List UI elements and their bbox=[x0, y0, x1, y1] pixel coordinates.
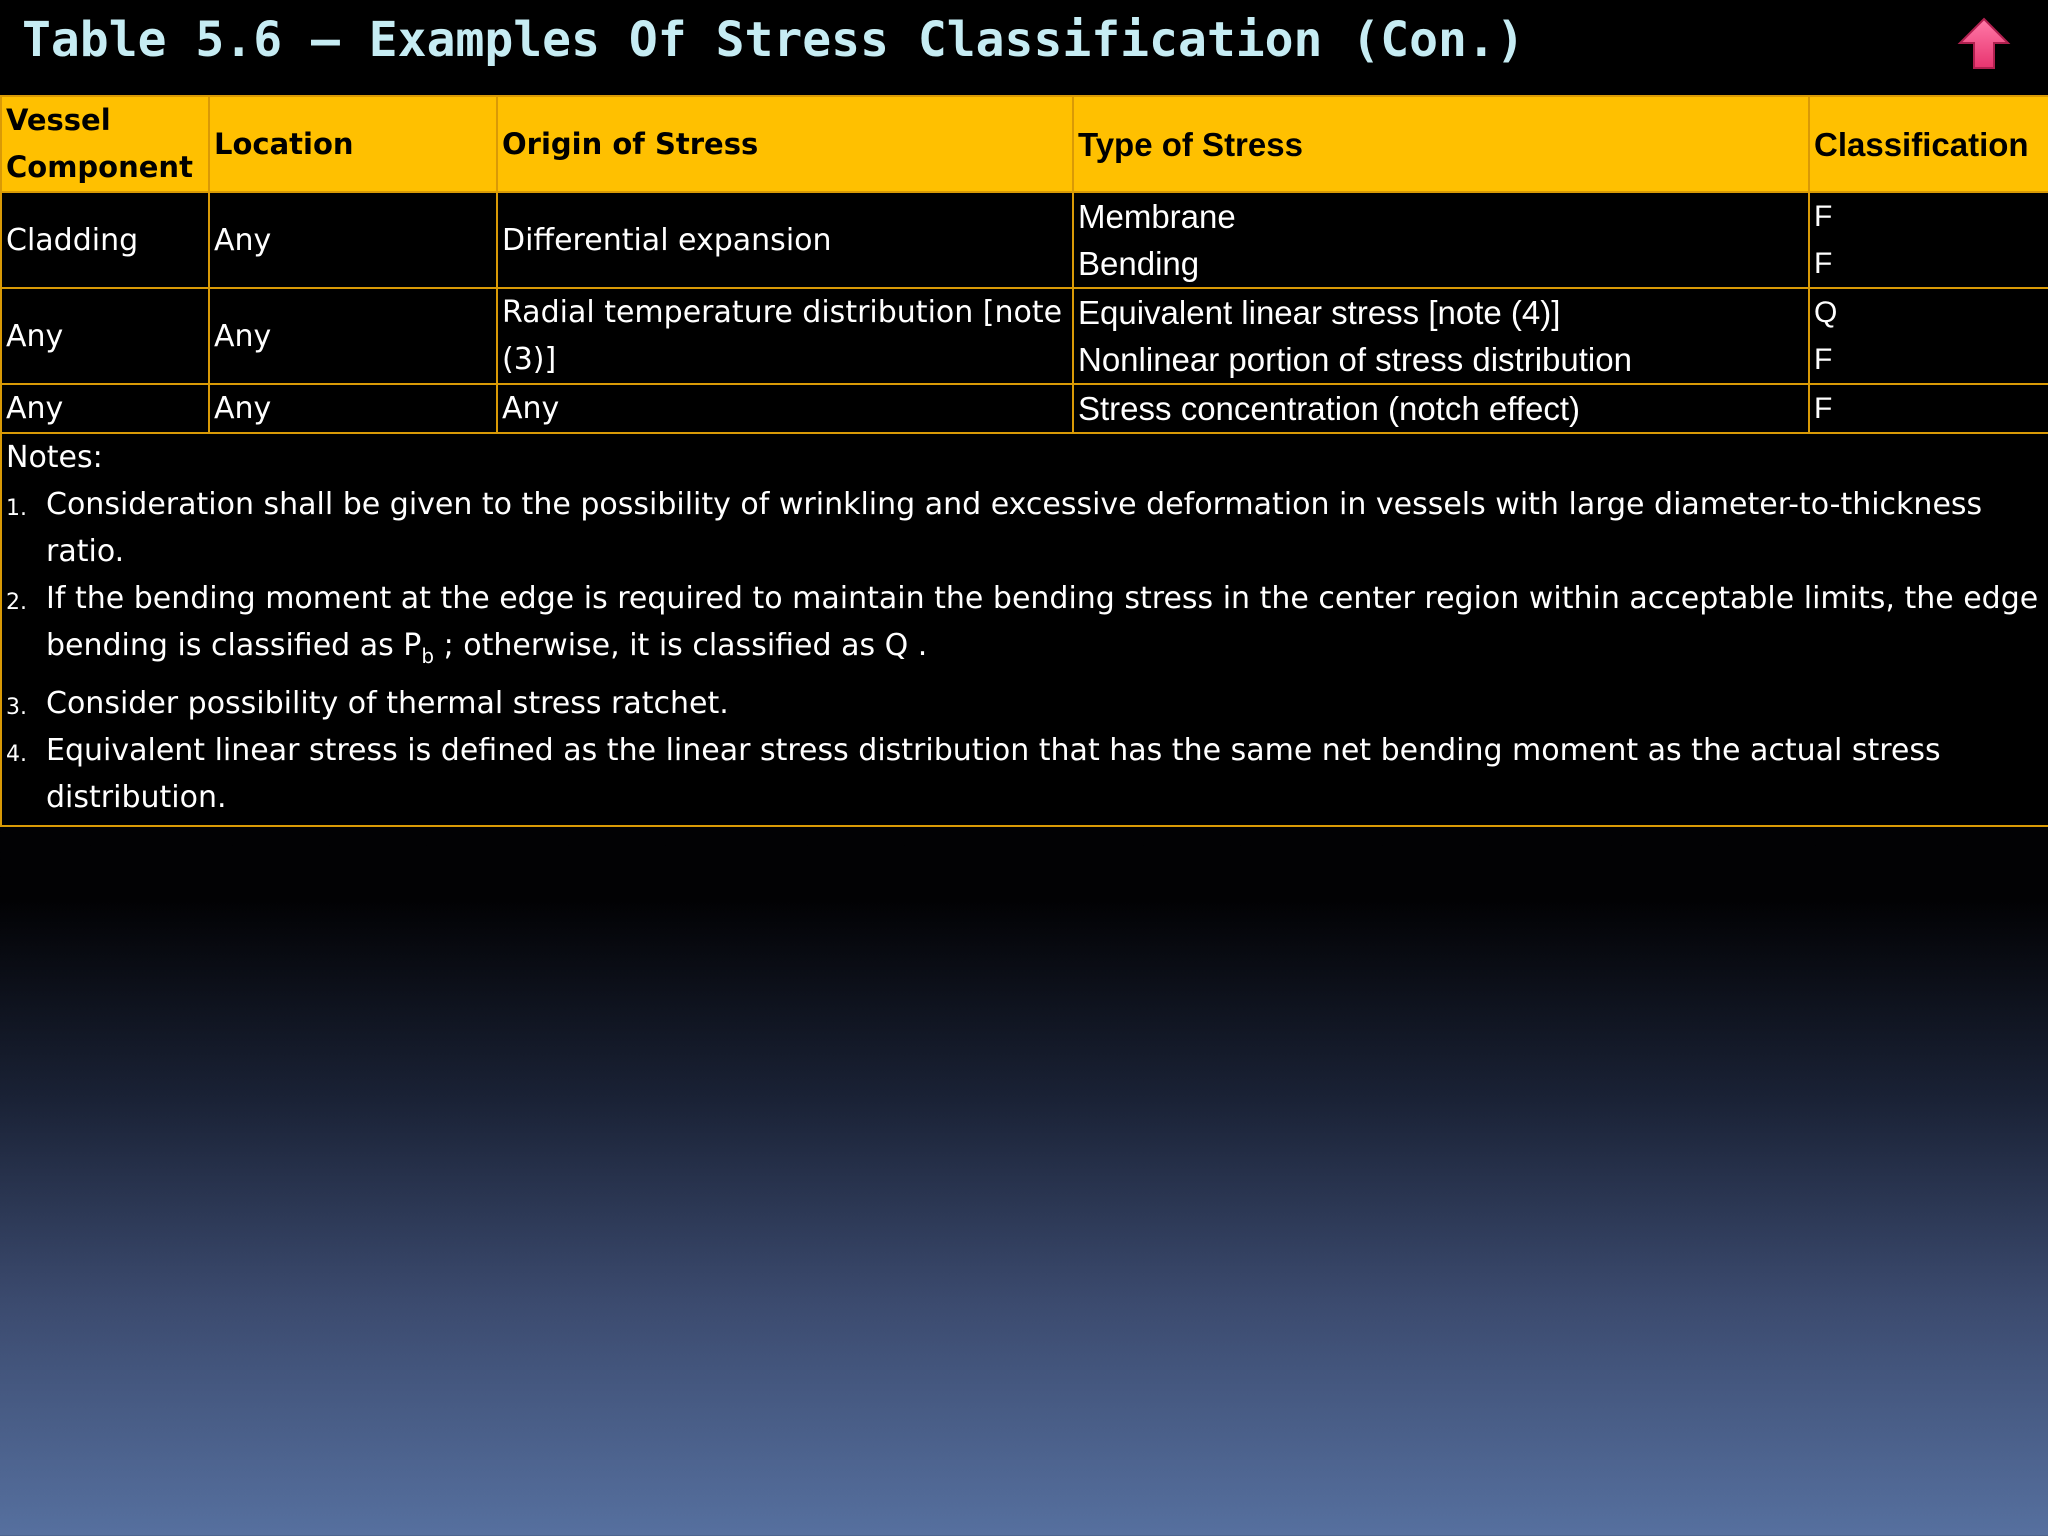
cell-class-line2: F bbox=[1814, 343, 1833, 376]
cell-component: Cladding bbox=[1, 192, 209, 288]
cell-component: Any bbox=[1, 288, 209, 384]
table-row bbox=[1, 384, 2048, 433]
note-text-continued: ; otherwise, it is classified as Q . bbox=[434, 628, 928, 663]
cell-type-line2: Nonlinear portion of stress distribution bbox=[1078, 341, 1632, 378]
note-subscript: b bbox=[421, 644, 435, 668]
table-row bbox=[1, 192, 2048, 288]
cell-class-line2: F bbox=[1814, 247, 1833, 280]
header-classification-label: Classification bbox=[1814, 125, 2029, 163]
cell-origin-line2: (3)] bbox=[502, 342, 557, 377]
cell-component: Any bbox=[1, 384, 209, 433]
note-number: 2. bbox=[6, 590, 27, 615]
header-location: Location bbox=[209, 96, 497, 192]
title-bar bbox=[0, 0, 2048, 92]
cell-location: Any bbox=[209, 192, 497, 288]
cell-type bbox=[1073, 192, 1809, 288]
note-number: 3. bbox=[6, 695, 27, 720]
cell-class-line1: F bbox=[1814, 200, 1833, 233]
note-item bbox=[6, 680, 2044, 727]
header-origin: Origin of Stress bbox=[497, 96, 1073, 192]
header-type-label: Type of Stress bbox=[1078, 125, 1303, 163]
note-text: Equivalent linear stress is defined as the linear stress distribution that has the same net bending moment as the actual stress distribution. bbox=[46, 733, 1941, 815]
header-vessel-line1: Vessel bbox=[6, 103, 111, 137]
cell-origin-line1: Radial temperature distribution [note bbox=[502, 295, 1063, 330]
table-row bbox=[1, 288, 2048, 384]
notes-row bbox=[1, 433, 2048, 826]
header-vessel-line2: Component bbox=[6, 150, 193, 184]
header-classification bbox=[1809, 96, 2048, 192]
cell-type-line1: Membrane bbox=[1078, 198, 1236, 235]
cell-origin: Differential expansion bbox=[497, 192, 1073, 288]
cell-origin bbox=[497, 288, 1073, 384]
note-text: Consideration shall be given to the possibility of wrinkling and excessive deformation in vessels with large diameter-to-thickness ratio. bbox=[46, 487, 1983, 569]
cell-type: Stress concentration (notch effect) bbox=[1073, 384, 1809, 433]
cell-origin: Any bbox=[497, 384, 1073, 433]
cell-type bbox=[1073, 288, 1809, 384]
cell-classification bbox=[1809, 192, 2048, 288]
cell-classification bbox=[1809, 288, 2048, 384]
cell-classification: F bbox=[1809, 384, 2048, 433]
note-item bbox=[6, 575, 2044, 680]
note-number: 4. bbox=[6, 742, 27, 767]
stress-classification-table bbox=[0, 95, 2048, 827]
note-item bbox=[6, 727, 2044, 821]
cell-type-line1: Equivalent linear stress [note (4)] bbox=[1078, 294, 1561, 331]
header-type bbox=[1073, 96, 1809, 192]
notes-label: Notes: bbox=[6, 440, 103, 475]
note-number: 1. bbox=[6, 496, 27, 521]
notes-cell bbox=[1, 433, 2048, 826]
header-vessel-component bbox=[1, 96, 209, 192]
note-text: Consider possibility of thermal stress ratchet. bbox=[46, 686, 729, 721]
cell-class-line1: Q bbox=[1814, 296, 1838, 329]
cell-location: Any bbox=[209, 384, 497, 433]
note-text: If the bending moment at the edge is required to maintain the bending stress in the center region within acceptable limits, the edge bending is classified as P bbox=[46, 581, 2039, 663]
page-title: Table 5.6 – Examples Of Stress Classification (Con.) bbox=[22, 12, 1525, 68]
cell-location: Any bbox=[209, 288, 497, 384]
note-item bbox=[6, 481, 2044, 575]
cell-type-line2: Bending bbox=[1078, 245, 1200, 282]
up-arrow-icon[interactable] bbox=[1956, 16, 2012, 72]
table-header-row bbox=[1, 96, 2048, 192]
